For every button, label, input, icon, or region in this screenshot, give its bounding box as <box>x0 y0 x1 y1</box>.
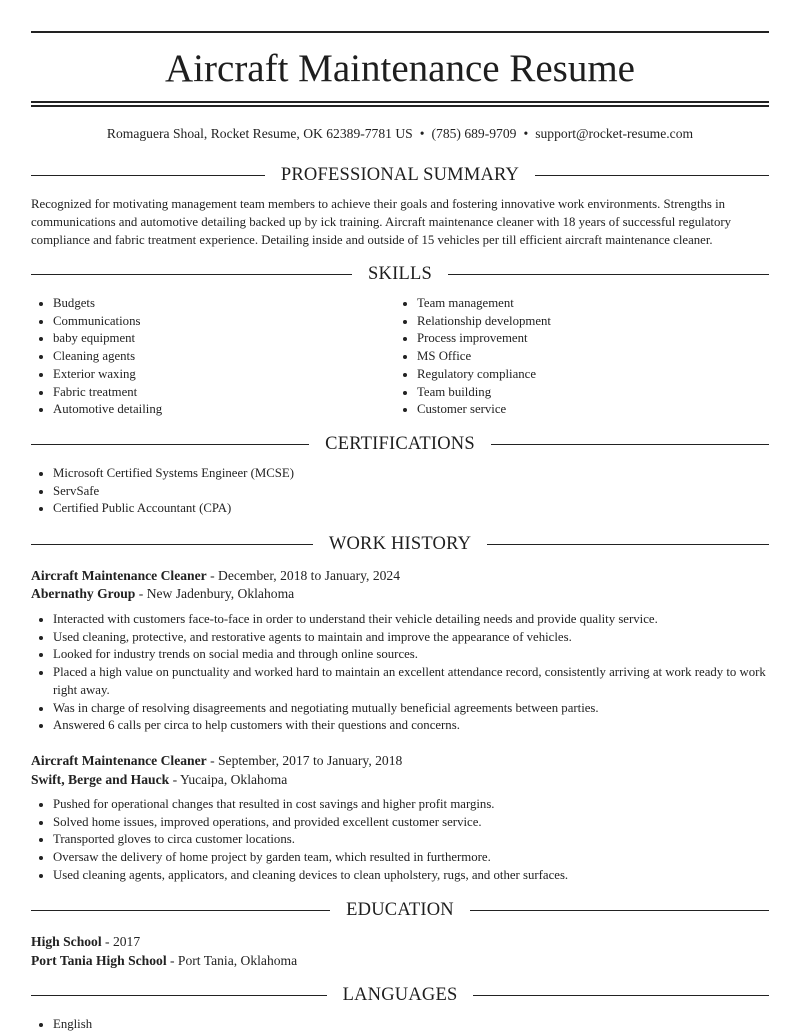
section-label: PROFESSIONAL SUMMARY <box>280 165 520 185</box>
job-company: Abernathy Group <box>31 586 136 601</box>
job-company-line <box>31 584 769 603</box>
section-label: CERTIFICATIONS <box>325 434 475 454</box>
heading-rule <box>473 995 769 996</box>
job-title-line <box>31 566 769 585</box>
heading-rule <box>31 544 313 545</box>
job-duty-item: • Pushed for operational changes that resulted in cost savings and higher profit margins. <box>53 796 769 814</box>
skill-item: • Automotive detailing <box>53 401 391 419</box>
skill-item: • Regulatory compliance <box>417 366 755 384</box>
job-location: - Yucaipa, Oklahoma <box>169 772 288 787</box>
job-duties-list <box>31 796 769 885</box>
skill-item: • Process improvement <box>417 330 755 348</box>
job-duty-item: • Transported gloves to circa customer locations. <box>53 831 769 849</box>
section-heading-summary <box>31 163 769 187</box>
heading-rule <box>535 175 769 176</box>
skills-column-left <box>31 295 391 419</box>
heading-rule <box>31 910 330 911</box>
job-dates: - December, 2018 to January, 2024 <box>206 568 401 583</box>
education-degree: High School <box>31 934 102 949</box>
skill-item: • Cleaning agents <box>53 348 391 366</box>
job-title: Aircraft Maintenance Cleaner <box>31 568 207 583</box>
title-rule-upper <box>31 101 769 103</box>
skill-item: • MS Office <box>417 348 755 366</box>
job-duty-item: • Looked for industry trends on social media and through online sources. <box>53 646 769 664</box>
heading-rule <box>491 444 769 445</box>
education-school-line <box>31 951 769 970</box>
summary-text: Recognized for motivating management team members to achieve their goals and fostering innovative work environments. Strengths in communications and automotive detailing backed up by ick training. Aircraft maintenance cleaner with 18 years of successful regulatory compliance and fabric treatment experience. Detailing inside and outside of 15 vehicles per till efficient aircraft maintenance cleaner. <box>31 197 732 247</box>
job-duties-list <box>31 611 769 735</box>
contact-line <box>31 124 769 144</box>
job-duty-item: • Oversaw the delivery of home project by garden team, which resulted in furthermore. <box>53 849 769 867</box>
resume-title: Aircraft Maintenance Resume <box>165 47 635 90</box>
certification-item: • Microsoft Certified Systems Engineer (MCSE) <box>53 465 769 483</box>
skill-item: • baby equipment <box>53 330 391 348</box>
skill-item: • Communications <box>53 313 391 331</box>
certifications-list <box>31 465 769 518</box>
job-title: Aircraft Maintenance Cleaner <box>31 753 207 768</box>
heading-rule <box>31 274 352 275</box>
section-heading-certifications <box>31 432 769 456</box>
job-duty-item: • Interacted with customers face-to-face in order to understand their vehicle detailing needs and provide quality service. <box>53 611 769 629</box>
contact-separator: • <box>419 126 425 141</box>
heading-rule <box>448 274 769 275</box>
section-heading-languages <box>31 983 769 1007</box>
heading-rule <box>31 444 309 445</box>
contact-separator: • <box>523 126 529 141</box>
skill-item: • Customer service <box>417 401 755 419</box>
education-degree-line <box>31 932 769 951</box>
job-duty-item: • Placed a high value on punctuality and worked hard to maintain an excellent attendance record, consistently arriving at work ready to work right away. <box>53 664 769 699</box>
certification-item: • Certified Public Accountant (CPA) <box>53 500 769 518</box>
title-rule-lower <box>31 105 769 107</box>
job-duty-item: • Solved home issues, improved operations, and provided excellent customer service. <box>53 814 769 832</box>
job-title-line <box>31 751 769 770</box>
heading-rule <box>487 544 769 545</box>
education-year: - 2017 <box>101 934 141 949</box>
skill-item: • Exterior waxing <box>53 366 391 384</box>
certification-item: • ServSafe <box>53 483 769 501</box>
section-label: WORK HISTORY <box>328 534 472 554</box>
heading-rule <box>470 910 769 911</box>
heading-rule <box>31 995 327 996</box>
job-duty-item: • Used cleaning agents, applicators, and cleaning devices to clean upholstery, rugs, and other surfaces. <box>53 867 769 885</box>
skill-item: • Team management <box>417 295 755 313</box>
job-duty-item: • Was in charge of resolving disagreements and negotiating mutually beneficial agreements between parties. <box>53 700 769 718</box>
job-location: - New Jadenbury, Oklahoma <box>135 586 295 601</box>
contact-address: Romaguera Shoal, Rocket Resume, OK 62389-7781 US <box>106 126 413 141</box>
section-label: SKILLS <box>368 264 432 284</box>
top-rule <box>31 31 769 33</box>
skills-column-right <box>395 295 755 419</box>
heading-rule <box>31 175 265 176</box>
skill-item: • Budgets <box>53 295 391 313</box>
skill-item: • Fabric treatment <box>53 384 391 402</box>
job-duty-item: • Used cleaning, protective, and restorative agents to maintain and improve the appearance of vehicles. <box>53 629 769 647</box>
language-item: • English <box>53 1016 769 1034</box>
skill-item: • Team building <box>417 384 755 402</box>
section-label: LANGUAGES <box>342 985 458 1005</box>
contact-phone: (785) 689-9709 <box>431 126 517 141</box>
languages-list <box>31 1016 769 1034</box>
education-location: - Port Tania, Oklahoma <box>166 953 298 968</box>
job-company-line <box>31 770 769 789</box>
contact-email: support@rocket-resume.com <box>535 126 694 141</box>
section-label: EDUCATION <box>346 900 454 920</box>
section-heading-work-history <box>31 532 769 556</box>
education-school: Port Tania High School <box>31 953 167 968</box>
skill-item: • Relationship development <box>417 313 755 331</box>
job-dates: - September, 2017 to January, 2018 <box>206 753 403 768</box>
job-company: Swift, Berge and Hauck <box>31 772 170 787</box>
section-heading-skills <box>31 262 769 286</box>
section-heading-education <box>31 898 769 922</box>
job-duty-item: • Answered 6 calls per circa to help customers with their questions and concerns. <box>53 717 769 735</box>
